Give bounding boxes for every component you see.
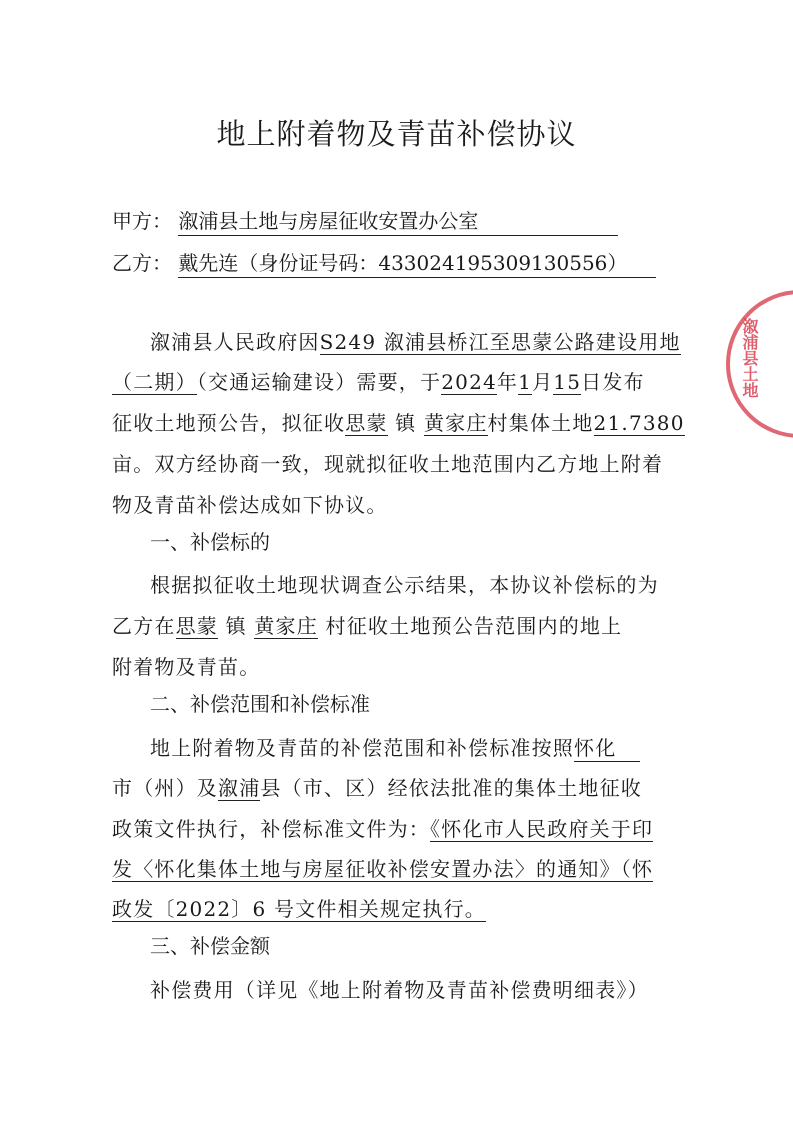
intro-line-2 <box>112 366 672 395</box>
intro-line-1 <box>150 326 681 355</box>
party-b-value: 戴先连（身份证号码：433024195309130556） <box>178 247 656 278</box>
village-name: 黄家庄 <box>423 411 488 435</box>
document-title: 地上附着物及青苗补偿协议 <box>216 117 577 151</box>
section-1-heading: 一、补偿标的 <box>150 530 270 554</box>
section-3-heading: 三、补偿金额 <box>150 934 270 958</box>
notice-day: 15 <box>553 370 582 394</box>
party-a-line <box>112 205 618 236</box>
section-text: 乙方在 <box>112 614 176 638</box>
intro-text: 溆浦县人民政府因 <box>150 330 320 354</box>
section-2-line-2 <box>112 772 672 801</box>
party-b-label: 乙方： <box>112 251 172 275</box>
town-name: 思蒙 <box>345 411 388 435</box>
party-a-value: 溆浦县土地与房屋征收安置办公室 <box>178 205 618 236</box>
intro-line-5: 物及青苗补偿达成如下协议。 <box>112 493 388 517</box>
section-2-heading: 二、补偿范围和补偿标准 <box>150 692 370 716</box>
section-2-line-5 <box>112 893 672 922</box>
policy-document-title: 发〈怀化集体土地与房屋征收补偿安置办法〉的通知》（怀 <box>112 857 654 881</box>
section-1-line-1: 根据拟征收土地现状调查公示结果，本协议补偿标的为 <box>150 573 659 597</box>
section-1-line-2 <box>112 610 672 639</box>
county-name: 溆浦 <box>218 776 261 800</box>
project-name: S249 溆浦县桥江至思蒙公路建设用地 <box>319 330 681 354</box>
section-2-line-3 <box>112 813 672 842</box>
intro-text: 月 <box>532 370 554 394</box>
section-text: 地上附着物及青苗的补偿范围和补偿标准按照 <box>150 736 574 760</box>
policy-document-title: 政发〔2022〕6 号文件相关规定执行。 <box>112 897 486 921</box>
project-phase: （二期） <box>112 370 197 394</box>
village-name: 黄家庄 <box>254 614 318 638</box>
intro-line-3 <box>112 407 685 436</box>
intro-text: 村集体土地 <box>487 411 594 435</box>
party-b-line <box>112 247 656 278</box>
section-text: 村征收土地预公告范围内的地上 <box>325 614 623 638</box>
section-text: 县（市、区）经依法批准的集体土地征收 <box>260 776 643 800</box>
land-area: 21.7380 <box>593 411 685 435</box>
notice-month: 1 <box>518 370 533 394</box>
intro-text: 征收土地预公告，拟征收 <box>112 411 346 435</box>
section-text: 镇 <box>225 614 247 638</box>
section-2-line-1 <box>150 732 672 762</box>
city-name: 怀化 <box>574 732 640 762</box>
town-name: 思蒙 <box>175 614 219 638</box>
party-a-label: 甲方： <box>112 209 172 233</box>
seal-text: 溆浦县土地 <box>740 318 759 398</box>
intro-text: 镇 <box>395 411 417 435</box>
intro-text: （交通运输建设）需要，于 <box>196 370 442 394</box>
intro-text: 日发布 <box>581 370 645 394</box>
notice-year: 2024 <box>441 370 497 394</box>
section-3-line-1: 补偿费用（详见《地上附着物及青苗补偿费明细表》） <box>150 978 649 1002</box>
intro-line-4: 亩。双方经协商一致，现就拟征收土地范围内乙方地上附着 <box>112 452 664 476</box>
section-2-line-4 <box>112 853 672 882</box>
intro-text: 年 <box>496 370 519 394</box>
policy-document-title: 《怀化市人民政府关于印 <box>430 817 654 841</box>
section-text: 市（州）及 <box>112 776 218 800</box>
section-text: 政策文件执行，补偿标准文件为： <box>112 817 430 841</box>
section-1-line-3: 附着物及青苗。 <box>112 655 261 679</box>
